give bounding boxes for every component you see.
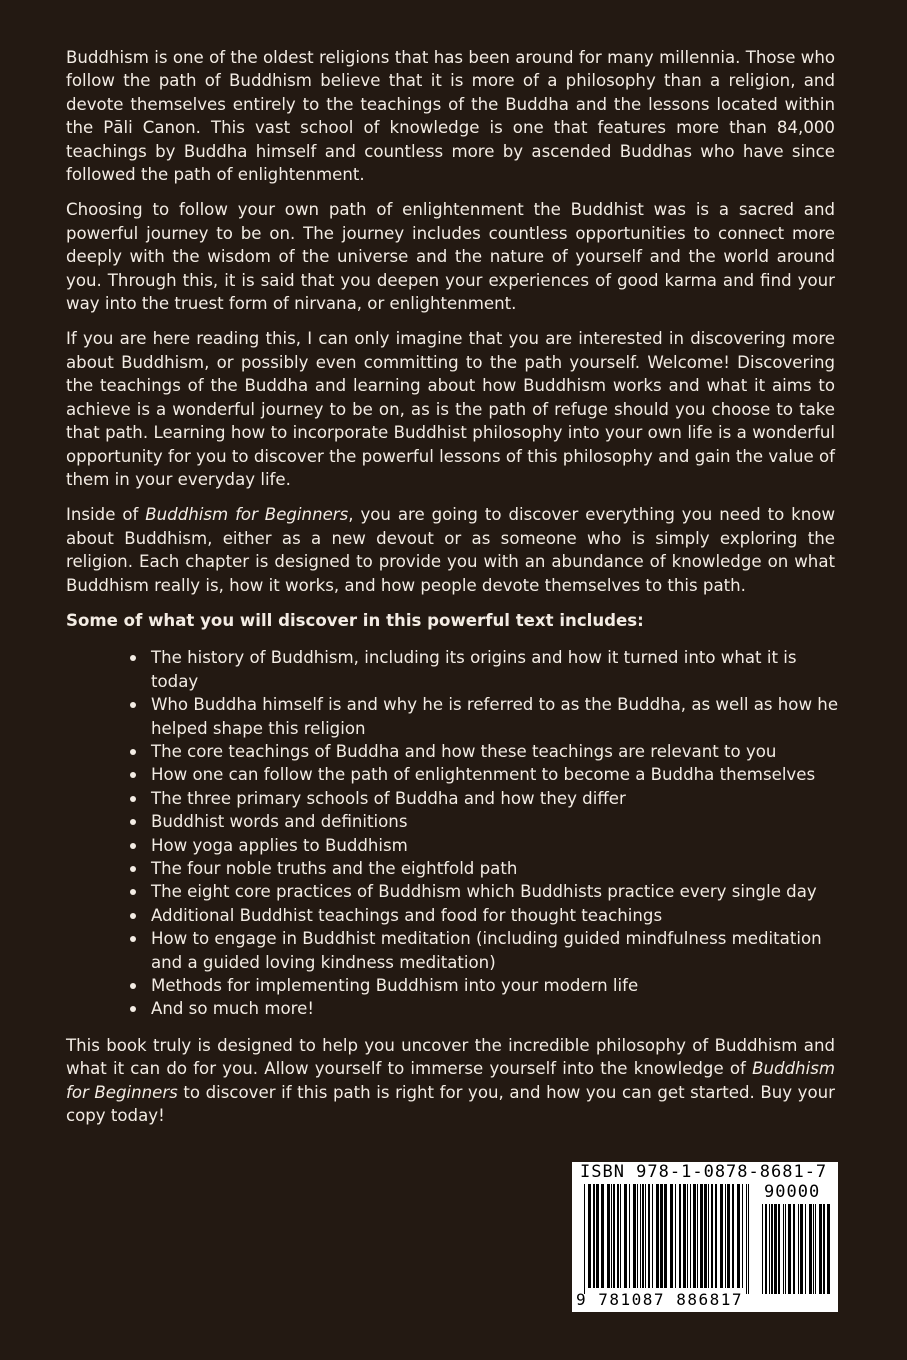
barcode-bar [737, 1184, 740, 1288]
barcode-bar [693, 1184, 696, 1288]
barcode-bar [748, 1184, 749, 1294]
barcode-bar [715, 1184, 717, 1288]
barcode-addon-bar [827, 1204, 830, 1294]
barcode-bar [742, 1184, 743, 1288]
barcode-bar [670, 1184, 673, 1288]
barcode-bar [704, 1184, 707, 1288]
barcode-bar [700, 1184, 703, 1288]
barcode-addon-bar [778, 1204, 780, 1294]
barcode-digits: 9 781087 886817 [576, 1290, 743, 1309]
barcode-bar [660, 1184, 663, 1288]
list-item: Additional Buddhist teachings and food for thought teachings [130, 904, 847, 927]
barcode-bar [617, 1184, 619, 1288]
list-item: Methods for implementing Buddhism into your modern life [130, 974, 847, 997]
barcode-bar [620, 1184, 621, 1288]
barcode-bar [711, 1184, 713, 1288]
barcode-bar [679, 1184, 681, 1288]
barcode-bar [725, 1184, 726, 1288]
list-item: How yoga applies to Buddhism [130, 834, 847, 857]
barcode-addon-bar [771, 1204, 773, 1294]
closing-paragraph: This book truly is designed to help you uncover the incredible philosophy of Buddhism and what it can do for you. Allow yourself to immerse yourself into the knowledge of Buddhism for Beginners to discover if this path is right for you, and how you can get started. Buy your copy today! [66, 1035, 835, 1126]
barcode-addon-bar [815, 1204, 816, 1294]
list-heading: Some of what you will discover in this powerful text includes: [66, 610, 644, 630]
barcode-bar [601, 1184, 604, 1288]
path-paragraph: Choosing to follow your own path of enlightenment the Buddhist was is a sacred and powerful journey to be on. The journey includes countless opportunities to connect more deeply with the wisdom of the universe and the nature of yourself and the world around you. Through this, it is said that you deepen your experiences of good karma and find your way into the truest form of nirvana, or enlightenment. [66, 200, 835, 314]
barcode-bar [746, 1184, 747, 1294]
barcode-bar [656, 1184, 659, 1288]
barcode-bar [708, 1184, 709, 1288]
barcode-addon-bar [785, 1204, 786, 1294]
barcode-addon-bar [762, 1204, 763, 1294]
barcode-bar [584, 1184, 585, 1294]
welcome-paragraph: If you are here reading this, I can only imagine that you are interested in discovering more about Buddhism, or possibly even committing to the path yourself. Welcome! Discovering the teachings of the Buddha and learning about how Buddhism works and what it aims to achieve is a wonderful journey to be on, as is the path of refuge should you choose to take that path. Learning how to incorporate Buddhist philosophy into your own life is a wonderful opportunity for you to discover the powerful lessons of this philosophy and gain the value of them in your everyday life. [66, 329, 835, 489]
barcode-addon-bar [765, 1204, 767, 1294]
barcode-addon-bar [800, 1204, 803, 1294]
barcode-addon-bar [809, 1204, 812, 1294]
book-title: Buddhism for Beginners [145, 505, 349, 525]
list-item: The history of Buddhism, including its origins and how it turned into what it is today [130, 646, 847, 693]
barcode-addon-bar [823, 1204, 825, 1294]
list-item: Buddhist words and definitions [130, 810, 847, 833]
barcode-bar [648, 1184, 650, 1288]
barcode-bar [624, 1184, 627, 1288]
list-item: Who Buddha himself is and why he is referred to as the Buddha, as well as how he helped shape this religion [130, 693, 847, 740]
barcode-addon-bar [783, 1204, 784, 1294]
barcode-bar [652, 1184, 653, 1288]
list-item: The three primary schools of Buddha and how they differ [130, 787, 847, 810]
barcode-bar [645, 1184, 646, 1288]
list-item: How one can follow the path of enlightenment to become a Buddha themselves [130, 763, 847, 786]
intro-paragraph: Buddhism is one of the oldest religions that has been around for many millennia. Those who follow the path of Buddhism believe that it is more of a philosophy than a religion, and devote themselves entirely to the teachings of the Buddha and the lessons located within the Pāli Canon. This vast school of knowledge is one that features more than 84,000 teachings by Buddha himself and countless more by ascended Buddhas who have since followed the path of enlightenment. [66, 48, 835, 185]
barcode-bar [727, 1184, 730, 1288]
isbn-barcode [572, 1162, 838, 1312]
barcode-bar [640, 1184, 641, 1288]
barcode-addon-bar [788, 1204, 791, 1294]
barcode-bar [690, 1184, 691, 1288]
barcode-bar [720, 1184, 723, 1288]
list-item: The eight core practices of Buddhism which Buddhists practice every single day [130, 880, 847, 903]
barcode-bar [593, 1184, 595, 1288]
list-item: The core teachings of Buddha and how these teachings are relevant to you [130, 740, 847, 763]
price-code: 90000 [764, 1182, 821, 1202]
barcode-bar [588, 1184, 591, 1288]
back-cover-text [66, 46, 839, 1139]
barcode-bar [642, 1184, 644, 1288]
list-item: And so much more! [130, 997, 847, 1020]
barcode-addon-bar [805, 1204, 806, 1294]
barcode-bar [664, 1184, 667, 1288]
barcode-bar [613, 1184, 615, 1288]
barcode-bar [687, 1184, 688, 1288]
barcode-bar [633, 1184, 636, 1288]
barcode-addon-bar [798, 1204, 799, 1294]
isbn-label: ISBN 978-1-0878-8681-7 [580, 1162, 828, 1182]
barcode-bar [637, 1184, 638, 1288]
barcode-bar [611, 1184, 612, 1288]
barcode-bar [675, 1184, 676, 1288]
topics-list [66, 646, 839, 1021]
barcode-bar [596, 1184, 599, 1288]
barcode-bar [732, 1184, 734, 1288]
inside-paragraph: Inside of Buddhism for Beginners, you are going to discover everything you need to know about Buddhism, either as a new devout or as someone who is simply exploring the religion. Each chapter is designed to provide you with an abundance of knowledge on what Buddhism really is, how it works, and how people devote themselves to this path. [66, 505, 836, 595]
barcode-addon-bar [769, 1204, 770, 1294]
list-item: How to engage in Buddhist meditation (including guided mindfulness meditation and a guided loving kindness meditation) [130, 927, 847, 974]
barcode-bar [683, 1184, 686, 1288]
barcode-bar [697, 1184, 698, 1288]
book-title: Buddhism for Beginners [66, 1059, 835, 1102]
barcode-addon-bar [819, 1204, 822, 1294]
barcode-addon-bar [774, 1204, 777, 1294]
barcode-addon-bar [813, 1204, 814, 1294]
barcode-addon-bar [793, 1204, 795, 1294]
list-item: The four noble truths and the eightfold path [130, 857, 847, 880]
barcode-bar [607, 1184, 610, 1288]
barcode-bar [629, 1184, 630, 1288]
